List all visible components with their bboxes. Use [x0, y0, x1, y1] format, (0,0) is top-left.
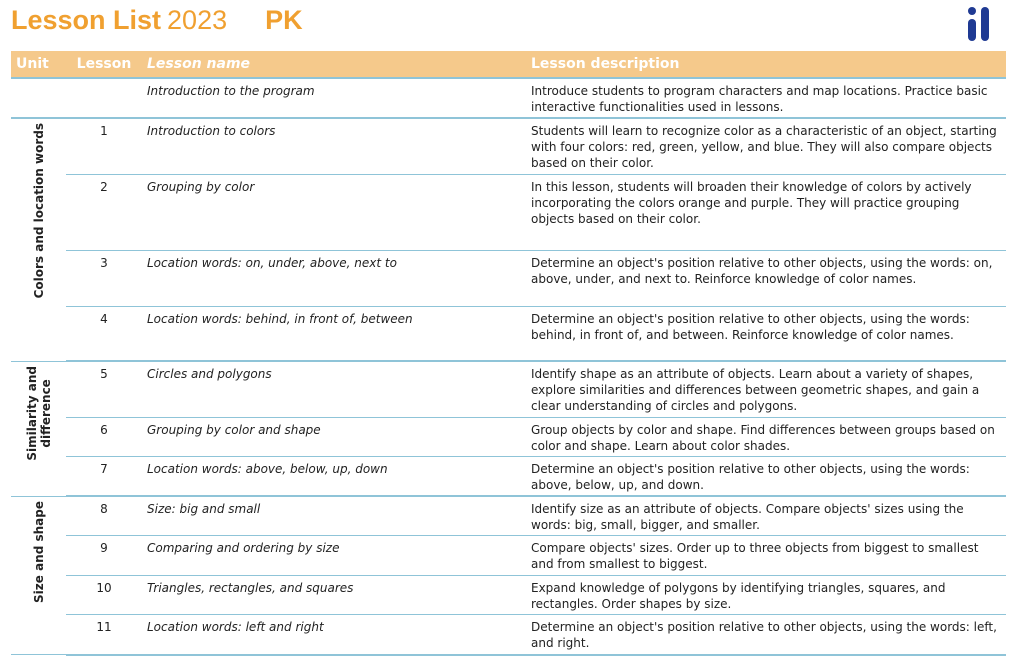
- lesson-name-cell: Grouping by color: [142, 174, 526, 250]
- unit-cell: [11, 361, 66, 496]
- col-description-header: Lesson description: [526, 51, 1006, 78]
- brand-logo-icon: [966, 5, 992, 43]
- table-row: [11, 576, 1006, 615]
- unit-label: Size and shape: [31, 500, 46, 603]
- lesson-description-cell: Introduce students to program characters and map locations. Practice basic interactive functionalities used in lessons.: [526, 78, 1006, 118]
- lesson-number-cell: [66, 78, 142, 118]
- table-row: [11, 417, 1006, 456]
- unit-label: Colors and location words: [31, 123, 46, 299]
- lesson-description-cell: In this lesson, students will broaden their knowledge of colors by actively incorporating the colors orange and purple. They will practice grouping objects based on their color.: [526, 174, 1006, 250]
- lesson-number-cell: 5: [66, 361, 142, 417]
- lesson-description-cell: Determine an object's position relative to other objects, using the words: above, below, up, and down.: [526, 456, 1006, 496]
- table-row: [11, 174, 1006, 250]
- lesson-name-cell: Size: big and small: [142, 496, 526, 536]
- table-row: [11, 615, 1006, 655]
- title-year: 2023: [167, 5, 228, 35]
- lesson-description-cell: Expand knowledge of polygons by identifying triangles, squares, and rectangles. Order shapes by size.: [526, 576, 1006, 615]
- lesson-name-cell: Location words: left and right: [142, 615, 526, 655]
- lesson-description-cell: Identify shape as an attribute of objects. Learn about a variety of shapes, explore similarities and differences between geometric shapes, and gain a clear understanding of circles and polygons.: [526, 361, 1006, 417]
- lesson-description-cell: Group objects by color and shape. Find differences between groups based on color and shape. Learn about color shades.: [526, 417, 1006, 456]
- lesson-number-cell: 9: [66, 536, 142, 576]
- col-lesson-header: Lesson: [66, 51, 142, 78]
- table-row: [11, 250, 1006, 306]
- lesson-description-cell: Determine an object's position relative to other objects, using the words: left, and right.: [526, 615, 1006, 655]
- grade-label: PK: [265, 5, 303, 35]
- lesson-name-cell: Triangles, rectangles, and squares: [142, 576, 526, 615]
- unit-label: Similarity and difference: [24, 365, 53, 461]
- lesson-number-cell: 3: [66, 250, 142, 306]
- lesson-number-cell: 1: [66, 118, 142, 174]
- unit-cell: [11, 496, 66, 655]
- lesson-name-cell: Introduction to colors: [142, 118, 526, 174]
- lesson-name-cell: Location words: behind, in front of, between: [142, 306, 526, 361]
- lesson-number-cell: 7: [66, 456, 142, 496]
- lesson-number-cell: 2: [66, 174, 142, 250]
- lesson-number-cell: 4: [66, 306, 142, 361]
- table-row: [11, 496, 1006, 536]
- page-title: [11, 2, 303, 38]
- col-unit-header: Unit: [11, 51, 66, 78]
- col-name-header: Lesson name: [142, 51, 526, 78]
- lesson-name-cell: Location words: above, below, up, down: [142, 456, 526, 496]
- lesson-description-cell: Compare objects' sizes. Order up to three objects from biggest to smallest and from smallest to biggest.: [526, 536, 1006, 576]
- lesson-number-cell: 8: [66, 496, 142, 536]
- table-header-row: [11, 51, 1006, 78]
- lesson-name-cell: Comparing and ordering by size: [142, 536, 526, 576]
- lesson-description-cell: Determine an object's position relative to other objects, using the words: on, above, under, and next to. Reinforce knowledge of color names.: [526, 250, 1006, 306]
- lesson-name-cell: Location words: on, under, above, next to: [142, 250, 526, 306]
- unit-cell-empty: [11, 78, 66, 118]
- lesson-description-cell: Determine an object's position relative to other objects, using the words: behind, in front of, and between. Reinforce knowledge of color names.: [526, 306, 1006, 361]
- table-row: [11, 306, 1006, 361]
- table-row: [11, 536, 1006, 576]
- lesson-description-cell: Identify size as an attribute of objects. Compare objects' sizes using the words: big, small, bigger, and smaller.: [526, 496, 1006, 536]
- lesson-number-cell: 11: [66, 615, 142, 655]
- table-body: [11, 78, 1006, 655]
- lesson-name-cell: Grouping by color and shape: [142, 417, 526, 456]
- table-row: [11, 361, 1006, 417]
- lesson-number-cell: 10: [66, 576, 142, 615]
- unit-cell: [11, 118, 66, 361]
- title-text: Lesson List: [11, 5, 162, 35]
- table-row-intro: [11, 78, 1006, 118]
- lesson-table: [11, 51, 1006, 656]
- lesson-number-cell: 6: [66, 417, 142, 456]
- table-row: [11, 118, 1006, 174]
- lesson-name-cell: Introduction to the program: [142, 78, 526, 118]
- lesson-name-cell: Circles and polygons: [142, 361, 526, 417]
- lesson-description-cell: Students will learn to recognize color as a characteristic of an object, starting with four colors: red, green, yellow, and blue. They will also compare objects based on their color.: [526, 118, 1006, 174]
- table-row: [11, 456, 1006, 496]
